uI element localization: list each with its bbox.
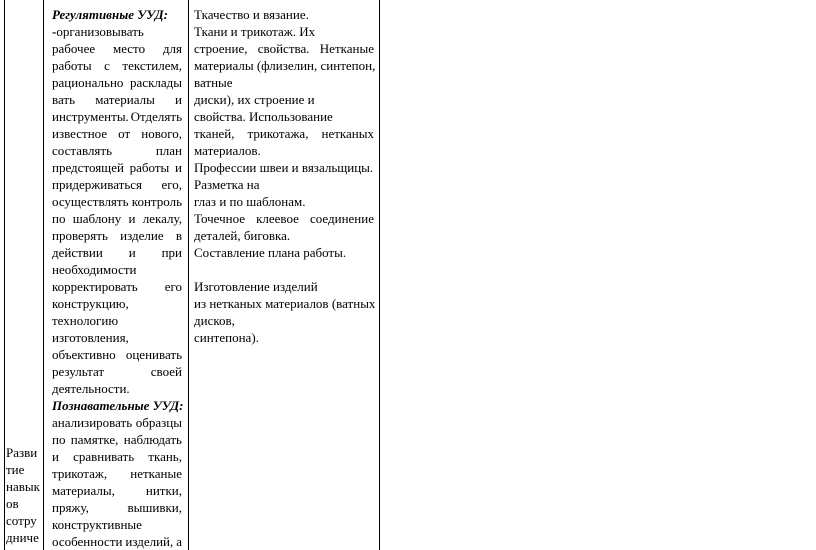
word: Изготовление изделий: [194, 279, 318, 294]
content-line: [194, 176, 374, 193]
word: тканей,: [194, 126, 235, 141]
topic-lines: [6, 444, 42, 546]
content-line: [194, 57, 374, 74]
word: деятельности.: [52, 381, 130, 396]
word: пряжу,: [52, 500, 89, 515]
word: инструменты.: [52, 109, 129, 124]
word: необходимости: [52, 262, 137, 277]
content-line: [194, 142, 374, 159]
word: ов: [6, 496, 19, 511]
table-border-col1: [43, 0, 44, 550]
table-cell-topic: [6, 444, 42, 546]
word: для: [162, 41, 182, 56]
topic-line: [6, 512, 42, 529]
word: своей: [150, 364, 182, 379]
word: по: [52, 432, 66, 447]
regulatory-line: [52, 210, 182, 227]
table-border-col3: [379, 0, 380, 550]
content-line: [194, 244, 374, 261]
topic-line: [6, 444, 42, 461]
word: вать: [52, 92, 76, 107]
word: Ткачество и вязание.: [194, 7, 309, 22]
regulatory-line: [52, 142, 182, 159]
cognitive-line: [52, 431, 182, 448]
word: при: [161, 245, 182, 260]
regulatory-line: [52, 278, 182, 295]
regulatory-line: [52, 159, 182, 176]
content-line: [194, 23, 374, 40]
word: тие: [6, 462, 25, 477]
word: Составление плана работы.: [194, 245, 347, 260]
word: навык: [6, 479, 40, 494]
word: оценивать: [125, 347, 182, 362]
regulatory-line: [52, 57, 182, 74]
word: Ткани и трикотаж. Их: [194, 24, 316, 39]
word: его,: [161, 177, 182, 192]
content-line: [194, 6, 374, 23]
word: нетканые: [130, 466, 182, 481]
word: рабочее: [52, 41, 96, 56]
cognitive-line: [52, 499, 182, 516]
word: трикотажа,: [247, 126, 309, 141]
word: придерживаться: [52, 177, 142, 192]
content-line: [194, 74, 374, 91]
word: действии: [52, 245, 103, 260]
regulatory-line: организовывать: [56, 24, 144, 39]
word: текстилем,: [122, 58, 182, 73]
word: материалы (флизелин, синтепон,: [194, 58, 376, 73]
word: ватные: [194, 75, 233, 90]
word: и: [175, 92, 182, 107]
cognitive-line: [52, 482, 182, 499]
word: Отделять: [130, 109, 182, 124]
table-cell-content: [194, 6, 374, 346]
word: и: [128, 211, 136, 226]
word: образцы: [135, 415, 182, 430]
word: материалов.: [194, 143, 261, 158]
word: изделий,: [125, 534, 174, 549]
content-line: [194, 312, 374, 329]
content-line: [194, 329, 374, 346]
word: место: [112, 41, 146, 56]
word: Профессии швеи и вязальщицы.: [194, 160, 374, 175]
cognitive-line: [52, 516, 182, 533]
word: шаблону: [72, 211, 122, 226]
regulatory-lines: [52, 40, 182, 397]
word: диски), их строение и: [194, 92, 315, 107]
regulatory-line: [52, 295, 182, 312]
cognitive-line: [52, 533, 182, 550]
regulatory-line: [52, 108, 182, 125]
regulatory-first-line: [52, 23, 182, 40]
word: наблюдать: [123, 432, 182, 447]
word: Разви: [6, 445, 38, 460]
regulatory-line: [52, 380, 182, 397]
word: изготовления,: [52, 330, 129, 345]
word: свойства.: [257, 41, 310, 56]
word: объективно: [52, 347, 116, 362]
regulatory-line: [52, 125, 182, 142]
cognitive-line: [52, 414, 182, 431]
cognitive-heading: Познавательные УУД:: [52, 398, 184, 413]
word: и: [175, 160, 182, 175]
word: Точечное: [194, 211, 246, 226]
word: предстоящей: [52, 160, 124, 175]
content-lines: [194, 6, 374, 346]
word: проверять: [52, 228, 108, 243]
word: глаз и по шаблонам.: [194, 194, 306, 209]
content-line: [194, 125, 374, 142]
content-line: [194, 40, 374, 57]
word: с: [104, 58, 110, 73]
word: известное: [52, 126, 108, 141]
regulatory-line: [52, 346, 182, 363]
word: соединение: [309, 211, 374, 226]
cognitive-lines: [52, 414, 182, 550]
word: контроль: [131, 194, 182, 209]
word: синтепона).: [194, 330, 259, 345]
word: план: [155, 143, 182, 158]
word: строение,: [194, 41, 248, 56]
word: дниче: [6, 530, 39, 545]
word: анализировать: [52, 415, 133, 430]
word: по: [52, 211, 66, 226]
topic-line: [6, 478, 42, 495]
cognitive-line: [52, 448, 182, 465]
word: изделие: [120, 228, 164, 243]
content-line: [194, 159, 374, 176]
word: от: [118, 126, 131, 141]
word: результат: [52, 364, 105, 379]
content-line: [194, 261, 374, 278]
word: работы: [52, 58, 92, 73]
word: работы: [129, 160, 170, 175]
word: осуществлять: [52, 194, 129, 209]
regulatory-line: [52, 74, 182, 91]
word: материалы,: [52, 483, 115, 498]
regulatory-line: [52, 363, 182, 380]
regulatory-line: [52, 176, 182, 193]
regulatory-line: [52, 329, 182, 346]
regulatory-line: [52, 312, 182, 329]
word: сотру: [6, 513, 37, 528]
content-line: [194, 295, 374, 312]
content-line: [194, 193, 374, 210]
cognitive-line: [52, 465, 182, 482]
word: конструктивные: [52, 517, 142, 532]
regulatory-line: [52, 40, 182, 57]
regulatory-line: [52, 261, 182, 278]
dash: -: [52, 24, 57, 39]
word: деталей, биговка.: [194, 228, 291, 243]
table-border-left: [4, 0, 5, 550]
word: дисков,: [194, 313, 235, 328]
word: вышивки,: [127, 500, 182, 515]
word: нитки,: [145, 483, 182, 498]
word: материалы: [95, 92, 155, 107]
word: его: [164, 279, 182, 294]
word: лекалу,: [142, 211, 182, 226]
word: расклады: [130, 75, 182, 90]
word: нетканых: [321, 126, 374, 141]
table-border-col2: [188, 0, 189, 550]
word: в: [175, 228, 182, 243]
word: рационально: [52, 75, 124, 90]
topic-line: [6, 495, 42, 512]
regulatory-line: [52, 193, 182, 210]
table-cell-uud: [52, 6, 182, 550]
word: Нетканые: [319, 41, 374, 56]
word: составлять: [52, 143, 113, 158]
regulatory-line: [52, 244, 182, 261]
word: и: [52, 449, 59, 464]
content-line: [194, 108, 374, 125]
word: Разметка на: [194, 177, 260, 192]
regulatory-line: [52, 91, 182, 108]
word: ткань,: [148, 449, 182, 464]
word: сравнивать: [73, 449, 135, 464]
word: из нетканых материалов (ватных: [194, 296, 376, 311]
word: технологию: [52, 313, 119, 328]
content-line: [194, 278, 374, 295]
word: нового,: [141, 126, 182, 141]
word: конструкцию,: [52, 296, 129, 311]
word: а: [176, 534, 182, 549]
word: свойства. Использование: [194, 109, 333, 124]
word: памятке,: [70, 432, 119, 447]
regulatory-line: [52, 227, 182, 244]
word: трикотаж,: [52, 466, 108, 481]
word: клеевое: [256, 211, 299, 226]
word: и: [128, 245, 136, 260]
topic-line: [6, 461, 42, 478]
content-line: [194, 227, 374, 244]
content-line: [194, 210, 374, 227]
word: корректировать: [52, 279, 138, 294]
regulatory-heading: Регулятивные УУД:: [52, 7, 169, 22]
topic-line: [6, 529, 42, 546]
word: особенности: [52, 534, 123, 549]
content-line: [194, 91, 374, 108]
